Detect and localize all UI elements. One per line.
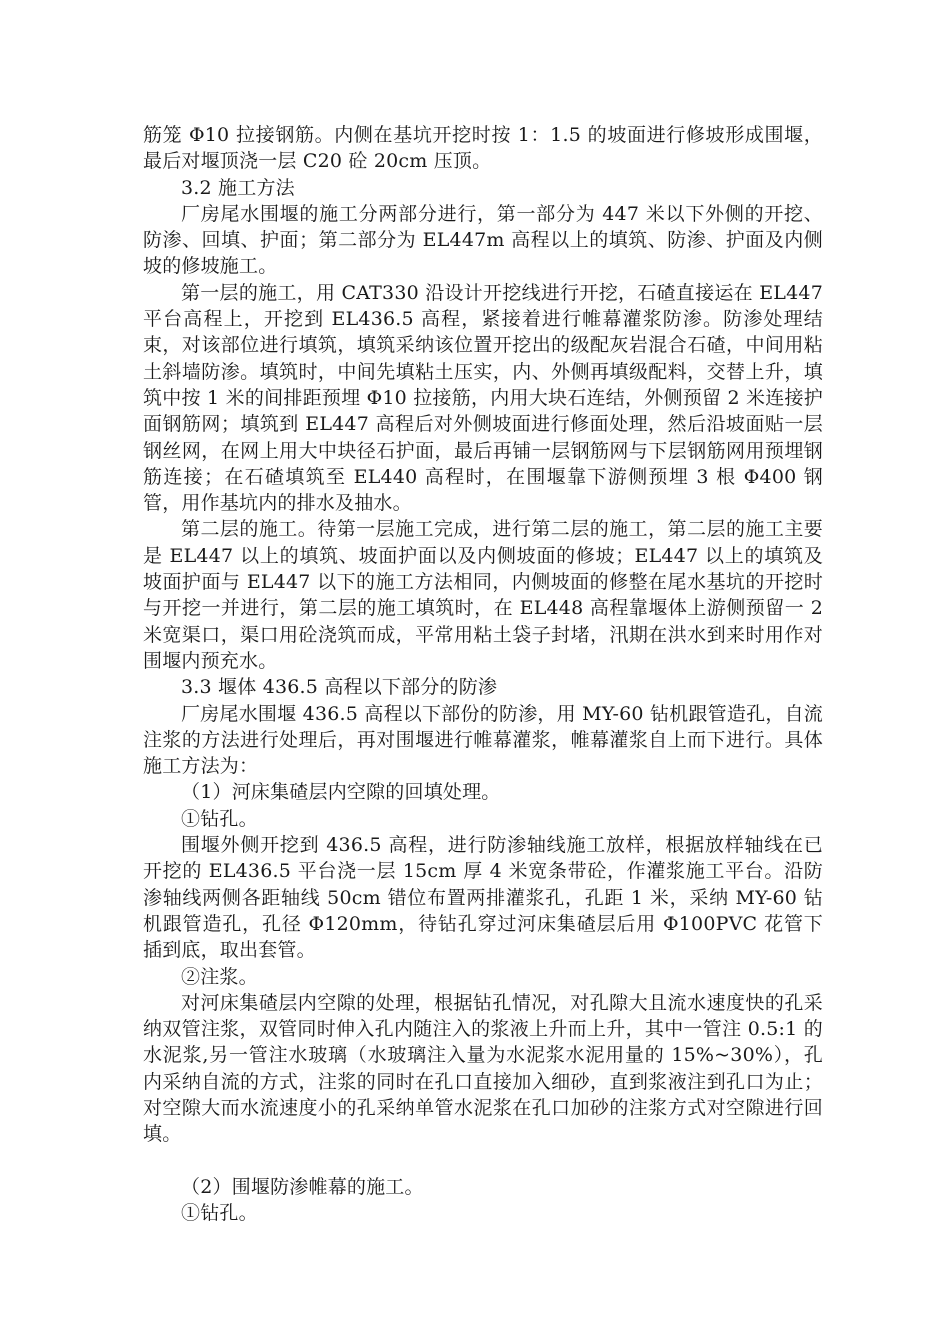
section-heading-3-2: 3.2 施工方法 [181, 176, 295, 199]
section-heading-3-3: 3.3 堰体 436.5 高程以下部分的防渗 [181, 676, 498, 699]
blank-line [143, 1148, 823, 1174]
paragraph-continuation: 筋笼 Φ10 拉接钢筋。内侧在基坑开挖时按 1：1.5 的坡面进行修坡形成围堰，最后对堰顶浇一层 C20 砼 20cm 压顶。 [143, 124, 823, 173]
paragraph: 第一层的施工，用 CAT330 沿设计开挖线进行开挖，石碴直接运在 EL447 平台高程上，开挖到 EL436.5 高程，紧接着进行帷幕灌浆防渗。防渗处理结束，对该部位进行填筑，填筑采纳该位置开挖出的级配灰岩混合石碴，中间用粘土斜墙防渗。填筑时，中间先填粘土压实，内、外侧再填级配料，交替上升，填筑中按 1 米的间排距预埋 Φ10 拉接筋，内用大块石连结，外侧预留 2 米连接护面钢筋网；填筑到 EL447 高程后对外侧坡面进行修面处理，然后沿坡面贴一层钢丝网，在网上用大中块径石护面，最后再铺一层钢筋网与下层钢筋网用预埋钢筋连接；在石碴填筑至 EL440 高程时，在围堰靠下游侧预埋 3 根 Φ400 钢管，用作基坑内的排水及抽水。 [143, 281, 823, 515]
step-label: ②注浆。 [181, 965, 258, 988]
paragraph: 厂房尾水围堰的施工分两部分进行，第一部分为 447 米以下外侧的开挖、防渗、回填、护面；第二部分为 EL447m 高程以上的填筑、防渗、护面及内侧坡的修坡施工。 [143, 202, 823, 278]
paragraph: 围堰外侧开挖到 436.5 高程，进行防渗轴线施工放样，根据放样轴线在已开挖的 EL436.5 平台浇一层 15cm 厚 4 米宽条带砼，作灌浆施工平台。沿防渗轴线两侧各距轴线 50cm 错位布置两排灌浆孔，孔距 1 米，采纳 MY-60 钻机跟管造孔，孔径 Φ120mm，待钻孔穿过河床集碴层后用 Φ100PVC 花管下插到底，取出套管。 [143, 834, 823, 962]
paragraph: 厂房尾水围堰 436.5 高程以下部份的防渗，用 MY-60 钻机跟管造孔，自流注浆的方法进行处理后，再对围堰进行帷幕灌浆，帷幕灌浆自上而下进行。具体施工方法为： [143, 702, 823, 778]
step-label: ①钻孔。 [181, 807, 258, 830]
paragraph: 第二层的施工。待第一层施工完成，进行第二层的施工，第二层的施工主要是 EL447 以上的填筑、坡面护面以及内侧坡面的修坡；EL447 以上的填筑及坡面护面与 EL447 以下的施工方法相同，内侧坡面的修整在尾水基坑的开挖时与开挖一并进行，第二层的施工填筑时，在 EL448 高程靠堰体上游侧预留一 2 米宽渠口，渠口用砼浇筑而成，平常用粘土袋子封堵，汛期在洪水到来时用作对围堰内预充水。 [143, 518, 823, 672]
paragraph: 对河床集碴层内空隙的处理，根据钻孔情况，对孔隙大且流水速度快的孔采纳双管注浆，双管同时伸入孔内随注入的浆液上升而上升，其中一管注 0.5:1 的水泥浆,另一管注水玻璃（水玻璃注入量为水泥浆水泥用量的 15%~30%），孔内采纳自流的方式，注浆的同时在孔口直接加入细砂，直到浆液注到孔口为止；对空隙大而水流速度小的孔采纳单管水泥浆在孔口加砂的注浆方式对空隙进行回填。 [143, 991, 823, 1146]
subheading-1: （1）河床集碴层内空隙的回填处理。 [181, 781, 501, 804]
subheading-2: （2）围堰防渗帷幕的施工。 [181, 1175, 424, 1198]
document-body [143, 122, 823, 1226]
step-label: ①钻孔。 [181, 1201, 258, 1224]
